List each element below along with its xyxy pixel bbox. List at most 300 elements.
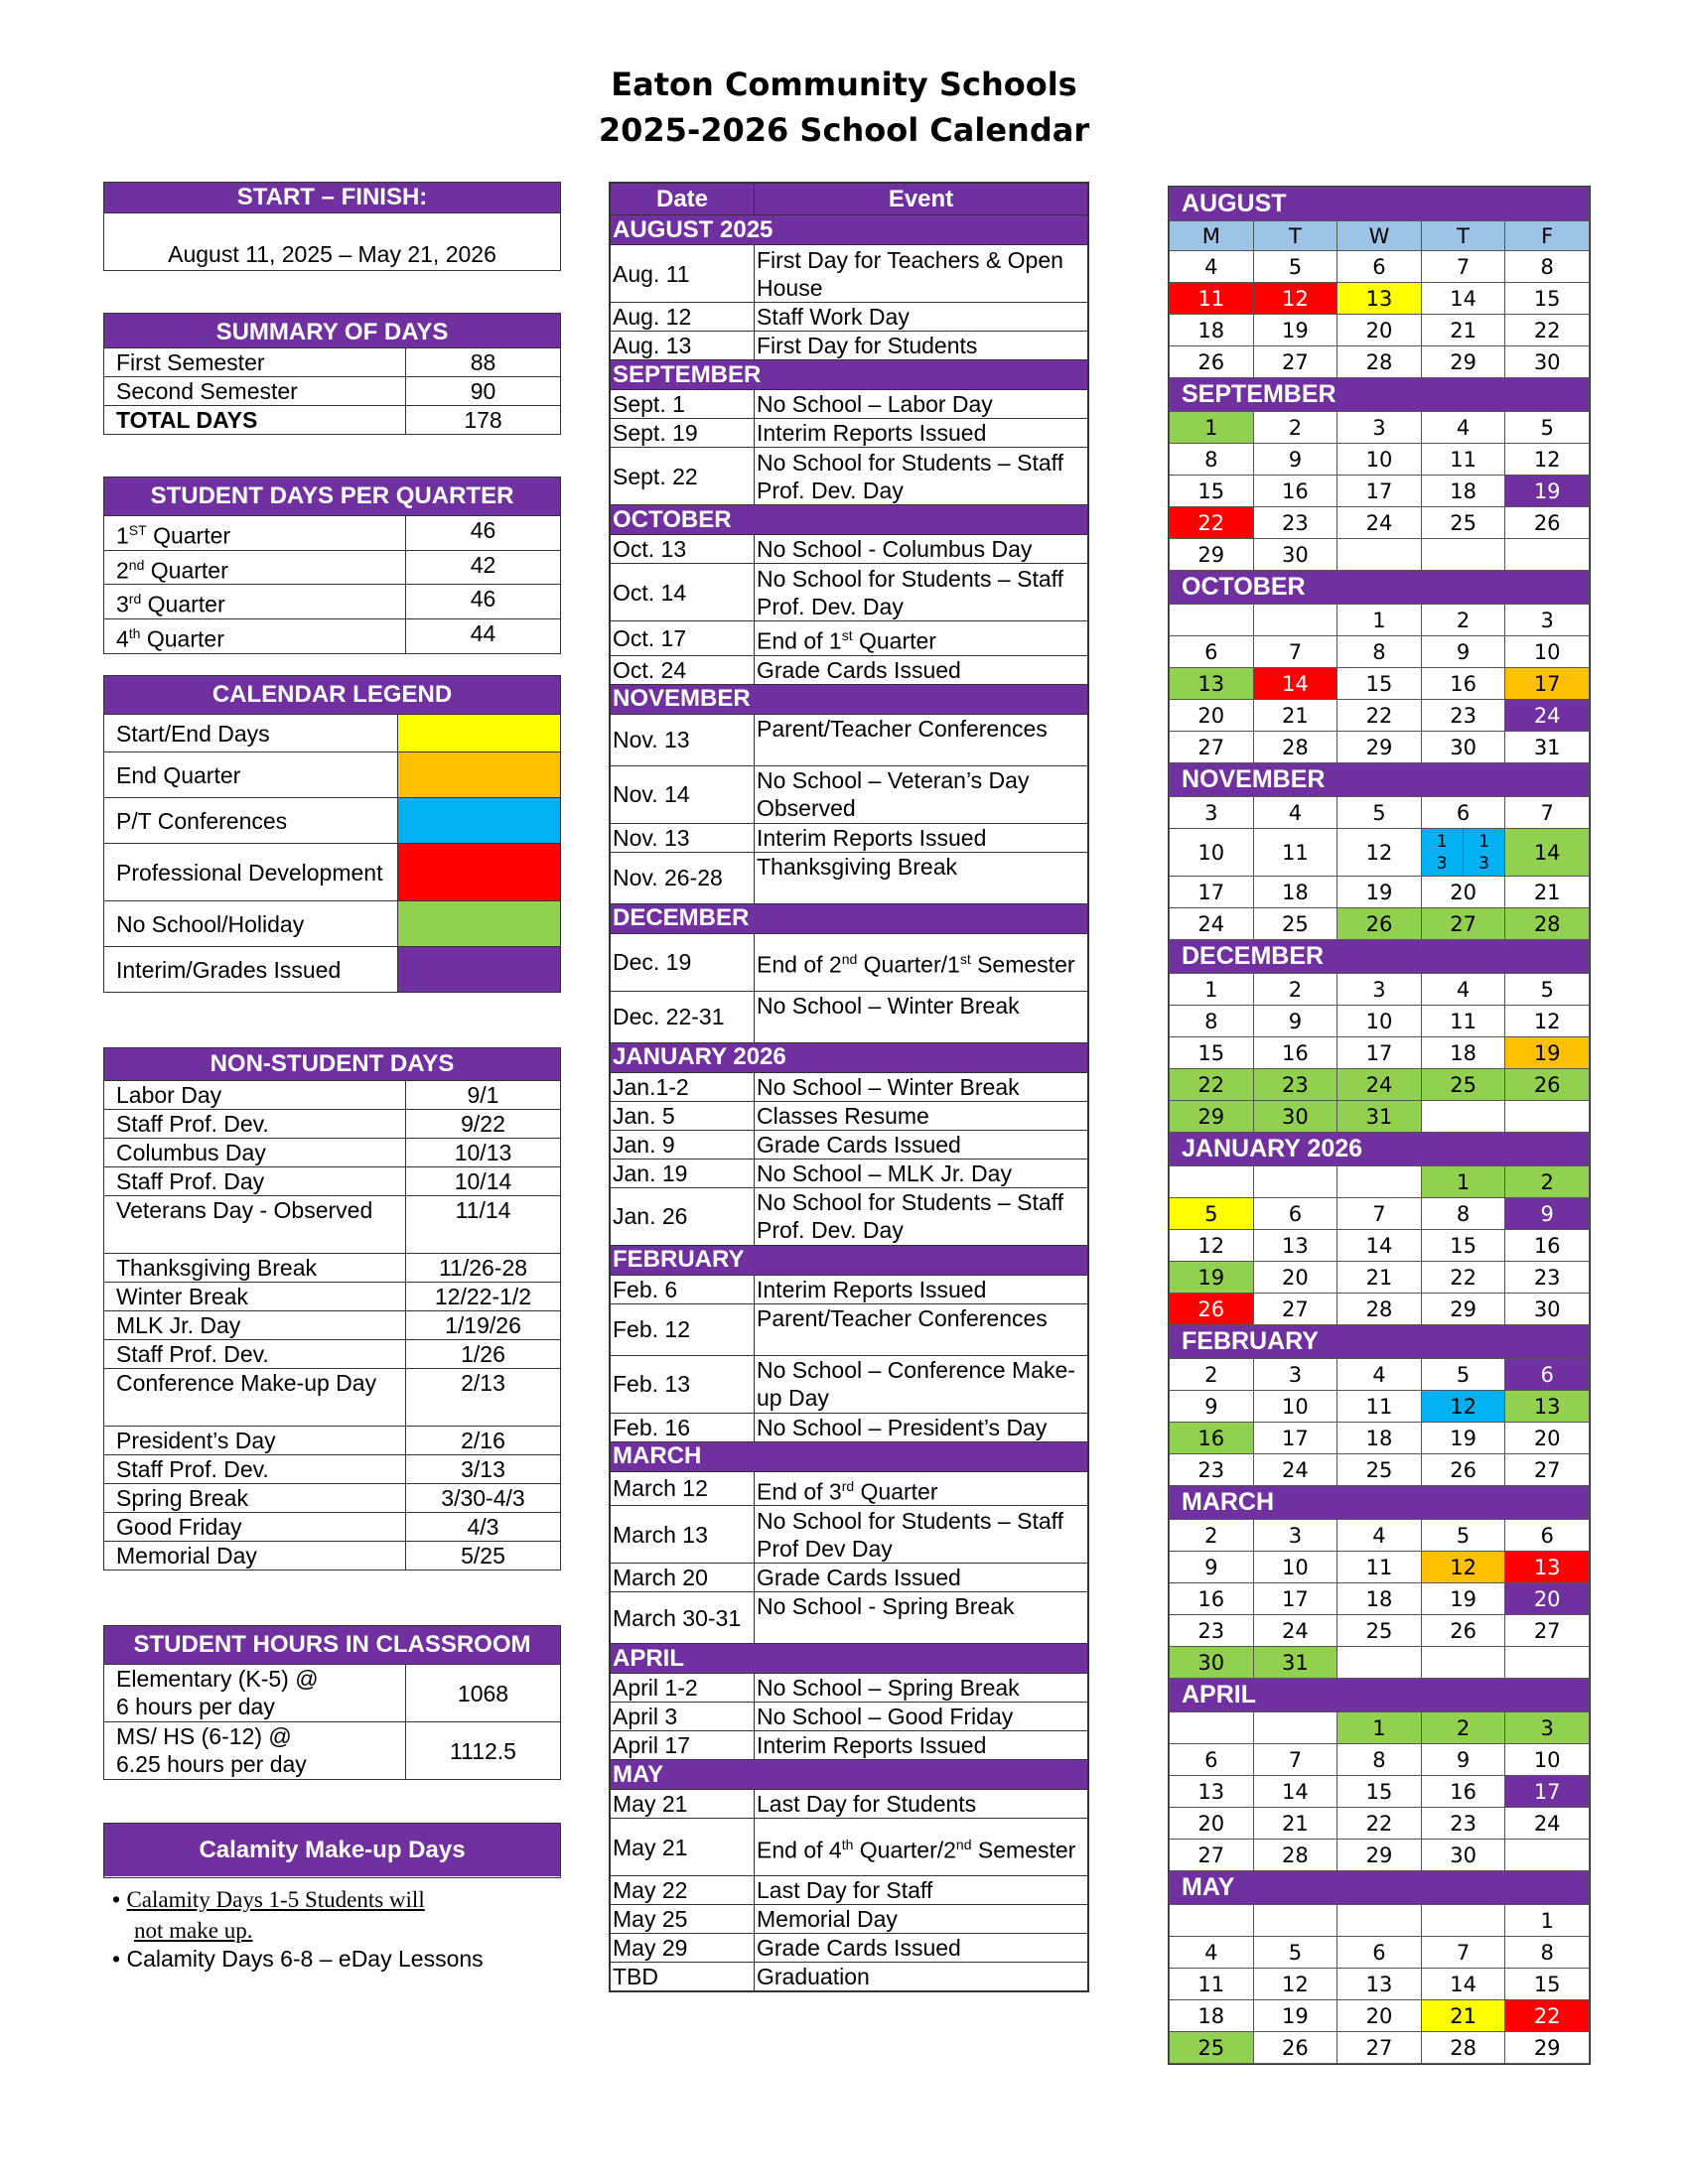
calendar-day: 27 bbox=[1505, 1454, 1590, 1486]
calendar-week-row bbox=[1170, 444, 1590, 476]
event-description: Graduation bbox=[755, 1963, 1088, 1991]
calendar-day: 31 bbox=[1337, 1101, 1422, 1133]
event-date: March 12 bbox=[611, 1471, 755, 1506]
month-calendar bbox=[1168, 186, 1591, 2065]
calendar-day: 1 bbox=[1170, 974, 1254, 1006]
calendar-day bbox=[1253, 1905, 1337, 1937]
calendar-day: 2 bbox=[1170, 1520, 1254, 1552]
calendar-day: 7 bbox=[1421, 1937, 1505, 1969]
calendar-day: 30 bbox=[1253, 539, 1337, 571]
event-date: Aug. 13 bbox=[611, 332, 755, 360]
calendar-day: 30 bbox=[1505, 346, 1590, 378]
event-date: April 17 bbox=[611, 1731, 755, 1760]
calendar-month-name: DECEMBER bbox=[1170, 940, 1590, 974]
event-row bbox=[611, 1963, 1088, 1991]
calendar-day: 15 bbox=[1337, 668, 1422, 700]
calendar-week-row bbox=[1170, 732, 1590, 763]
calendar-day: 31 bbox=[1253, 1647, 1337, 1679]
calendar-day bbox=[1421, 1905, 1505, 1937]
event-description: No School – Conference Make-up Day bbox=[755, 1355, 1088, 1413]
calendar-day: 15 bbox=[1505, 1969, 1590, 2000]
calendar-day: 14 bbox=[1337, 1230, 1422, 1262]
event-date: Oct. 17 bbox=[611, 621, 755, 656]
event-description: No School for Students – Staff Prof. Dev. Day bbox=[755, 1187, 1088, 1245]
row-value: 46 bbox=[470, 517, 496, 543]
calendar-day: 17 bbox=[1337, 476, 1422, 507]
calendar-day: 6 bbox=[1505, 1520, 1590, 1552]
calendar-day: 11 bbox=[1337, 1391, 1422, 1423]
calendar-day: 28 bbox=[1253, 1840, 1337, 1871]
calendar-day: 13 bbox=[1170, 1776, 1254, 1808]
event-row bbox=[611, 1674, 1088, 1703]
calendar-month-header-row bbox=[1170, 1325, 1590, 1359]
event-row bbox=[611, 1790, 1088, 1819]
calendar-week-row bbox=[1170, 1262, 1590, 1294]
event-description: Grade Cards Issued bbox=[755, 1564, 1088, 1592]
event-description: End of 1st Quarter bbox=[755, 621, 1088, 656]
calendar-day: 16 bbox=[1253, 1037, 1337, 1069]
calendar-month-header-row bbox=[1170, 188, 1590, 221]
calendar-day: 25 bbox=[1170, 2032, 1254, 2064]
event-description: No School – Spring Break bbox=[755, 1674, 1088, 1703]
calendar-week-row bbox=[1170, 636, 1590, 668]
calendar-month-name: AUGUST bbox=[1170, 188, 1590, 221]
row-label: Staff Prof. Dev. bbox=[104, 1455, 406, 1483]
calendar-day bbox=[1337, 1905, 1422, 1937]
event-date: May 21 bbox=[611, 1790, 755, 1819]
event-date: May 22 bbox=[611, 1876, 755, 1905]
calendar-day: 11 bbox=[1253, 829, 1337, 877]
calendar-day: 16 bbox=[1505, 1230, 1590, 1262]
event-description: No School for Students – Staff Prof Dev Day bbox=[755, 1506, 1088, 1564]
event-description: Parent/Teacher Conferences bbox=[755, 1303, 1088, 1355]
student-days-per-quarter-table bbox=[103, 477, 561, 654]
event-description: First Day for Students bbox=[755, 332, 1088, 360]
row-value: 3/30-4/3 bbox=[441, 1485, 525, 1511]
calendar-week-row bbox=[1170, 2032, 1590, 2064]
row-value: 1112.5 bbox=[450, 1737, 516, 1764]
row-label: 4th Quarter bbox=[104, 619, 406, 653]
row-value: 11/14 bbox=[455, 1197, 511, 1223]
calendar-day: 11 bbox=[1170, 1969, 1254, 2000]
calendar-day: 5 bbox=[1337, 797, 1422, 829]
event-row bbox=[611, 419, 1088, 448]
calendar-day: 10 bbox=[1505, 1744, 1590, 1776]
calendar-week-row bbox=[1170, 1230, 1590, 1262]
calendar-week-row bbox=[1170, 1905, 1590, 1937]
event-description: First Day for Teachers & Open House bbox=[755, 245, 1088, 303]
event-row bbox=[611, 1876, 1088, 1905]
event-month-row bbox=[611, 1644, 1088, 1674]
table-row bbox=[104, 1253, 560, 1282]
calendar-day: 22 bbox=[1337, 700, 1422, 732]
calendar-month-name: JANUARY 2026 bbox=[1170, 1133, 1590, 1166]
row-value: 1068 bbox=[457, 1680, 509, 1706]
calendar-day: 30 bbox=[1505, 1294, 1590, 1325]
calendar-day: 10 bbox=[1505, 636, 1590, 668]
day-header-row bbox=[1170, 221, 1590, 251]
event-row bbox=[611, 535, 1088, 564]
calendar-month-header-row bbox=[1170, 571, 1590, 605]
calendar-month-header-row bbox=[1170, 1679, 1590, 1712]
legend-label: Interim/Grades Issued bbox=[104, 947, 398, 992]
calendar-day: 6 bbox=[1170, 1744, 1254, 1776]
student-hours-table bbox=[103, 1625, 561, 1780]
calendar-day: 15 bbox=[1505, 283, 1590, 315]
event-date: April 1-2 bbox=[611, 1674, 755, 1703]
calendar-week-row bbox=[1170, 1744, 1590, 1776]
row-value: 11/26-28 bbox=[438, 1255, 528, 1281]
event-description: End of 2nd Quarter/1st Semester bbox=[755, 933, 1088, 991]
calendar-week-row bbox=[1170, 283, 1590, 315]
event-description: No School – Winter Break bbox=[755, 991, 1088, 1042]
calendar-day: 26 bbox=[1170, 346, 1254, 378]
calendar-day: 7 bbox=[1337, 1198, 1422, 1230]
calendar-day: 19 bbox=[1170, 1262, 1254, 1294]
col-event-header: Event bbox=[755, 184, 1088, 215]
calendar-week-row bbox=[1170, 974, 1590, 1006]
event-description: Grade Cards Issued bbox=[755, 655, 1088, 684]
calendar-week-row bbox=[1170, 1647, 1590, 1679]
calendar-day: 18 bbox=[1170, 2000, 1254, 2032]
calendar-day: 7 bbox=[1505, 797, 1590, 829]
event-date: Nov. 13 bbox=[611, 714, 755, 765]
event-row bbox=[611, 1819, 1088, 1876]
calendar-day bbox=[1421, 1101, 1505, 1133]
event-description: Thanksgiving Break bbox=[755, 852, 1088, 903]
calendar-week-row bbox=[1170, 1969, 1590, 2000]
calendar-day: 26 bbox=[1505, 507, 1590, 539]
calendar-day: 1 bbox=[1421, 1166, 1505, 1198]
event-row bbox=[611, 933, 1088, 991]
calendar-day bbox=[1421, 539, 1505, 571]
event-row bbox=[611, 1303, 1088, 1355]
calendar-day: 25 bbox=[1421, 1069, 1505, 1101]
row-value: 178 bbox=[464, 407, 502, 433]
event-month-row bbox=[611, 903, 1088, 933]
calamity-box bbox=[103, 1823, 561, 1878]
legend-label: Professional Development bbox=[104, 844, 398, 900]
calendar-day: 27 bbox=[1170, 1840, 1254, 1871]
calendar-day: 16 bbox=[1421, 668, 1505, 700]
event-row bbox=[611, 1564, 1088, 1592]
calendar-day: 20 bbox=[1337, 315, 1422, 346]
calendar-day: 5 bbox=[1505, 412, 1590, 444]
calendar-legend bbox=[103, 675, 561, 993]
calendar-day: 2 bbox=[1253, 412, 1337, 444]
calendar-day bbox=[1253, 1166, 1337, 1198]
day-header: W bbox=[1337, 221, 1422, 251]
events-table bbox=[609, 182, 1089, 1992]
legend-swatch bbox=[398, 715, 560, 751]
calendar-week-row bbox=[1170, 251, 1590, 283]
calendar-day: 29 bbox=[1337, 1840, 1422, 1871]
calendar-day: 20 bbox=[1253, 1262, 1337, 1294]
calendar-day: 6 bbox=[1170, 636, 1254, 668]
event-date: Feb. 6 bbox=[611, 1275, 755, 1303]
calendar-day: 7 bbox=[1253, 1744, 1337, 1776]
event-description: Grade Cards Issued bbox=[755, 1130, 1088, 1159]
event-date: Aug. 12 bbox=[611, 303, 755, 332]
calendar-day bbox=[1421, 1647, 1505, 1679]
calendar-day: 16 bbox=[1421, 1776, 1505, 1808]
calendar-day: 29 bbox=[1170, 1101, 1254, 1133]
calendar-day: 23 bbox=[1253, 507, 1337, 539]
event-date: Nov. 14 bbox=[611, 765, 755, 823]
legend-row bbox=[104, 714, 560, 751]
day-header: M bbox=[1170, 221, 1254, 251]
calendar-day: 12 bbox=[1505, 1006, 1590, 1037]
event-month-label: JANUARY 2026 bbox=[611, 1042, 1088, 1072]
row-value: 44 bbox=[470, 619, 496, 646]
event-description: No School – President’s Day bbox=[755, 1413, 1088, 1441]
legend-header: CALENDAR LEGEND bbox=[104, 676, 560, 714]
row-value: 9/22 bbox=[461, 1111, 505, 1137]
event-description: Grade Cards Issued bbox=[755, 1934, 1088, 1963]
event-row bbox=[611, 303, 1088, 332]
calendar-day: 10 bbox=[1170, 829, 1254, 877]
calendar-day: 26 bbox=[1505, 1069, 1590, 1101]
calendar-week-row bbox=[1170, 1006, 1590, 1037]
calendar-day: 4 bbox=[1170, 1937, 1254, 1969]
legend-swatch bbox=[398, 798, 560, 843]
event-date: Oct. 14 bbox=[611, 564, 755, 621]
row-label: Good Friday bbox=[104, 1513, 406, 1541]
calendar-day: 2 bbox=[1505, 1166, 1590, 1198]
calendar-day: 30 bbox=[1421, 732, 1505, 763]
row-label: 3rd Quarter bbox=[104, 585, 406, 618]
calendar-week-row bbox=[1170, 1615, 1590, 1647]
calendar-day: 20 bbox=[1421, 877, 1505, 908]
event-month-label: APRIL bbox=[611, 1644, 1088, 1674]
row-value: 46 bbox=[470, 586, 496, 613]
calendar-week-row bbox=[1170, 476, 1590, 507]
calendar-day: 23 bbox=[1170, 1615, 1254, 1647]
calendar-day: 25 bbox=[1253, 908, 1337, 940]
calendar-day: 12 bbox=[1421, 1552, 1505, 1583]
row-label: 2nd Quarter bbox=[104, 551, 406, 585]
legend-row bbox=[104, 751, 560, 797]
row-value: 3/13 bbox=[461, 1456, 505, 1482]
legend-swatch bbox=[398, 844, 560, 900]
start-finish-header: START – FINISH: bbox=[104, 183, 560, 212]
legend-swatch bbox=[398, 752, 560, 797]
row-label: Thanksgiving Break bbox=[104, 1254, 406, 1282]
calendar-day: 29 bbox=[1505, 2032, 1590, 2064]
calendar-day bbox=[1337, 1647, 1422, 1679]
event-date: March 13 bbox=[611, 1506, 755, 1564]
calendar-day: 28 bbox=[1421, 2032, 1505, 2064]
event-date: Feb. 12 bbox=[611, 1303, 755, 1355]
calendar-day: 4 bbox=[1253, 797, 1337, 829]
legend-label: P/T Conferences bbox=[104, 798, 398, 843]
calamity-bullet-1: • Calamity Days 1-5 Students will not make up. bbox=[112, 1886, 425, 1943]
calendar-day: 22 bbox=[1505, 2000, 1590, 2032]
calendar-day: 1 bbox=[1170, 412, 1254, 444]
legend-row bbox=[104, 946, 560, 992]
table-row bbox=[104, 405, 560, 434]
event-description: End of 3rd Quarter bbox=[755, 1471, 1088, 1506]
calendar-day: 9 bbox=[1505, 1198, 1590, 1230]
event-row bbox=[611, 1130, 1088, 1159]
row-label: Spring Break bbox=[104, 1484, 406, 1512]
page-subtitle: 2025-2026 School Calendar bbox=[598, 111, 1090, 149]
calendar-day: 2 bbox=[1421, 1712, 1505, 1744]
calendar-day: 13 bbox=[1337, 1969, 1422, 2000]
row-label: 1ST Quarter bbox=[104, 516, 406, 550]
calendar-day: 24 bbox=[1337, 507, 1422, 539]
calendar-day: 11 bbox=[1421, 444, 1505, 476]
calendar-day: 17 bbox=[1253, 1583, 1337, 1615]
event-row bbox=[611, 765, 1088, 823]
calendar-day: 8 bbox=[1505, 251, 1590, 283]
calendar-week-row bbox=[1170, 1198, 1590, 1230]
event-date: Aug. 11 bbox=[611, 245, 755, 303]
calendar-day: 21 bbox=[1505, 877, 1590, 908]
calendar-day: 17 bbox=[1170, 877, 1254, 908]
calendar-day: 6 bbox=[1253, 1198, 1337, 1230]
event-month-row bbox=[611, 1441, 1088, 1471]
calendar-day: 27 bbox=[1505, 1615, 1590, 1647]
table-row bbox=[104, 1282, 560, 1310]
event-description: No School – Good Friday bbox=[755, 1703, 1088, 1731]
calendar-day: 8 bbox=[1170, 444, 1254, 476]
calendar-day: 24 bbox=[1505, 1808, 1590, 1840]
calendar-day: 13 bbox=[1253, 1230, 1337, 1262]
calendar-day: 19 bbox=[1337, 877, 1422, 908]
calendar-day: 22 bbox=[1337, 1808, 1422, 1840]
calendar-month-header-row bbox=[1170, 1486, 1590, 1520]
event-date: March 20 bbox=[611, 1564, 755, 1592]
calendar-day: 16 bbox=[1253, 476, 1337, 507]
calendar-month-name: OCTOBER bbox=[1170, 571, 1590, 605]
calendar-day: 20 bbox=[1337, 2000, 1422, 2032]
calendar-day: 27 bbox=[1170, 732, 1254, 763]
calendar-week-row bbox=[1170, 1294, 1590, 1325]
calendar-month-name: FEBRUARY bbox=[1170, 1325, 1590, 1359]
calendar-day bbox=[1505, 1647, 1590, 1679]
event-row bbox=[611, 245, 1088, 303]
event-date: Jan. 19 bbox=[611, 1159, 755, 1187]
calendar-day: 1 bbox=[1337, 605, 1422, 636]
calendar-week-row bbox=[1170, 1840, 1590, 1871]
event-month-row bbox=[611, 360, 1088, 390]
calendar-day: 24 bbox=[1253, 1454, 1337, 1486]
calendar-day: 13 bbox=[1505, 1552, 1590, 1583]
calendar-day: 28 bbox=[1253, 732, 1337, 763]
calendar-day: 20 bbox=[1505, 1583, 1590, 1615]
calendar-day: 16 bbox=[1170, 1583, 1254, 1615]
event-description: Interim Reports Issued bbox=[755, 419, 1088, 448]
event-description: No School for Students – Staff Prof. Dev. Day bbox=[755, 564, 1088, 621]
calendar-day: 25 bbox=[1337, 1615, 1422, 1647]
legend-label: Start/End Days bbox=[104, 715, 398, 751]
calendar-day: 5 bbox=[1253, 1937, 1337, 1969]
page-title: Eaton Community Schools bbox=[611, 66, 1077, 103]
calendar-day: 15 bbox=[1170, 1037, 1254, 1069]
calendar-day: 4 bbox=[1421, 974, 1505, 1006]
summary-of-days-table bbox=[103, 313, 561, 435]
row-label: TOTAL DAYS bbox=[104, 406, 406, 434]
calendar-day: 5 bbox=[1421, 1359, 1505, 1391]
calendar-day: 6 bbox=[1337, 251, 1422, 283]
calendar-day: 17 bbox=[1337, 1037, 1422, 1069]
table-row bbox=[104, 1138, 560, 1166]
event-description: No School – Winter Break bbox=[755, 1072, 1088, 1101]
row-label: Veterans Day - Observed bbox=[104, 1196, 406, 1253]
calendar-day: 8 bbox=[1421, 1198, 1505, 1230]
calendar-day: 8 bbox=[1170, 1006, 1254, 1037]
row-value: 2/16 bbox=[461, 1428, 505, 1453]
calendar-day: 14 bbox=[1421, 283, 1505, 315]
legend-label: No School/Holiday bbox=[104, 901, 398, 946]
calendar-week-row bbox=[1170, 908, 1590, 940]
calendar-week-row bbox=[1170, 1937, 1590, 1969]
row-value: 2/13 bbox=[461, 1370, 505, 1396]
row-label: Memorial Day bbox=[104, 1542, 406, 1570]
row-value: 1/26 bbox=[461, 1341, 505, 1367]
calendar-day: 3 bbox=[1505, 1712, 1590, 1744]
event-row bbox=[611, 564, 1088, 621]
calendar-day: 2 bbox=[1170, 1359, 1254, 1391]
calendar-day: 23 bbox=[1421, 1808, 1505, 1840]
calendar-day: 1 bbox=[1505, 1905, 1590, 1937]
event-date: Jan. 9 bbox=[611, 1130, 755, 1159]
event-row bbox=[611, 1731, 1088, 1760]
calendar-day: 4 bbox=[1170, 251, 1254, 283]
calendar-day: 14 bbox=[1421, 1969, 1505, 2000]
calendar-week-row bbox=[1170, 1391, 1590, 1423]
event-month-row bbox=[611, 505, 1088, 535]
table-row bbox=[104, 1721, 560, 1779]
calendar-week-row bbox=[1170, 1583, 1590, 1615]
row-value: 90 bbox=[470, 378, 496, 404]
calendar-day: 4 bbox=[1421, 412, 1505, 444]
start-finish-box bbox=[103, 182, 561, 271]
calendar-day: 3 bbox=[1505, 605, 1590, 636]
calendar-day: 28 bbox=[1337, 1294, 1422, 1325]
event-description: No School – MLK Jr. Day bbox=[755, 1159, 1088, 1187]
event-date: Nov. 13 bbox=[611, 823, 755, 852]
row-label: MLK Jr. Day bbox=[104, 1311, 406, 1339]
calendar-day: 23 bbox=[1170, 1454, 1254, 1486]
row-label: Conference Make-up Day bbox=[104, 1369, 406, 1426]
calendar-week-row bbox=[1170, 2000, 1590, 2032]
calendar-month-name: MARCH bbox=[1170, 1486, 1590, 1520]
event-month-label: SEPTEMBER bbox=[611, 360, 1088, 390]
calamity-bullet-2: • Calamity Days 6-8 – eDay Lessons bbox=[112, 1946, 484, 1972]
calendar-day: 26 bbox=[1421, 1454, 1505, 1486]
calendar-week-row bbox=[1170, 412, 1590, 444]
event-row bbox=[611, 1934, 1088, 1963]
calendar-day: 9 bbox=[1253, 1006, 1337, 1037]
event-date: Feb. 13 bbox=[611, 1355, 755, 1413]
calendar-week-row bbox=[1170, 1037, 1590, 1069]
calendar-day: 11 bbox=[1337, 1552, 1422, 1583]
row-label: Staff Prof. Dev. bbox=[104, 1110, 406, 1138]
calendar-day: 14 bbox=[1253, 668, 1337, 700]
calendar-day: 20 bbox=[1170, 1808, 1254, 1840]
calendar-week-row bbox=[1170, 315, 1590, 346]
calendar-day: 11 bbox=[1421, 1006, 1505, 1037]
event-description: No School - Spring Break bbox=[755, 1592, 1088, 1644]
calendar-day: 29 bbox=[1337, 732, 1422, 763]
calendar-day: 12 bbox=[1253, 283, 1337, 315]
calendar-day: 30 bbox=[1170, 1647, 1254, 1679]
col-date-header: Date bbox=[611, 184, 755, 215]
calendar-day: 19 bbox=[1421, 1583, 1505, 1615]
calendar-day: 21 bbox=[1421, 2000, 1505, 2032]
